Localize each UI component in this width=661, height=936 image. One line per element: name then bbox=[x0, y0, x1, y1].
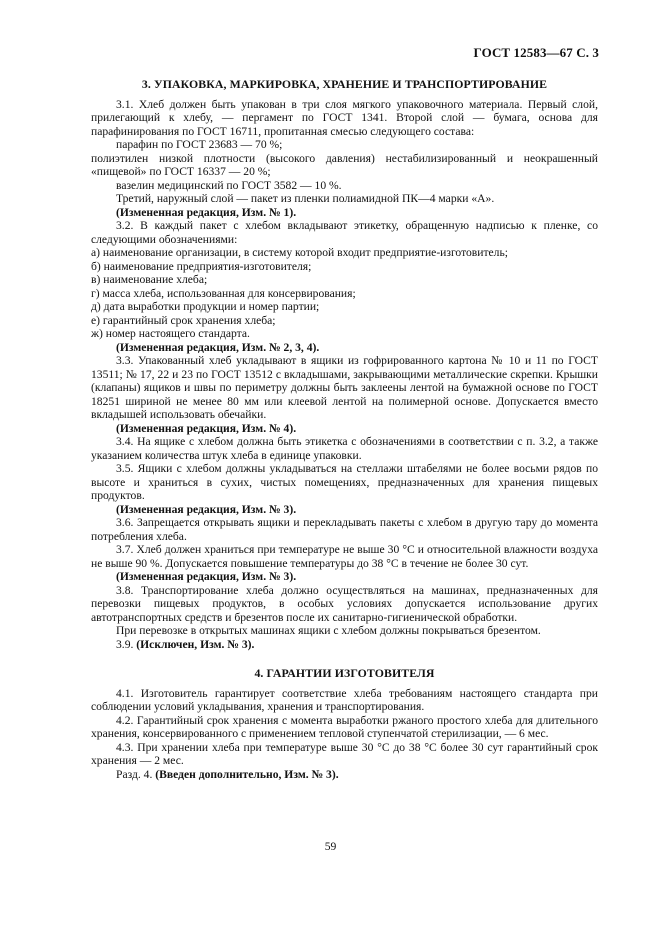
list-item: б) наименование предприятия-изготовителя; bbox=[91, 259, 312, 273]
page-content bbox=[91, 74, 598, 781]
list-item: а) наименование организации, в систему которой входит предприятие-изготовитель; bbox=[91, 246, 508, 259]
list-item: г) масса хлеба, использованная для консервирования; bbox=[91, 286, 356, 300]
section-4-title: 4. ГАРАНТИИ ИЗГОТОВИТЕЛЯ bbox=[254, 666, 435, 680]
paragraph-3-1: 3.1. Хлеб должен быть упакован в три слоя мягкого упаковочного материала. Первый слой, прилегающий к хлебу, — пергамент по ГОСТ 1341. Второй слой — бумага, основа для парафинирования по ГОСТ 16711, пропитанная смесью следующего состава: bbox=[91, 97, 598, 138]
edit-note-1: (Измененная редакция, Изм. № 1). bbox=[116, 205, 297, 219]
list-item: д) дата выработки продукции и номер партии; bbox=[91, 300, 320, 313]
paragraph-3-7: 3.7. Хлеб должен храниться при температуре не выше 30 °С и относительной влажности воздуха не выше 90 %. Допускается повышение температуры до 38 °С в течение не более 30 сут. bbox=[91, 543, 598, 570]
paragraph-3-6: 3.6. Запрещается открывать ящики и перекладывать пакеты с хлебом в другую тару до момента потребления хлеба. bbox=[91, 516, 598, 543]
section-4-note-number: Разд. 4. bbox=[116, 767, 153, 781]
page-number: 59 bbox=[324, 840, 337, 853]
paragraph-3-2: 3.2. В каждый пакет с хлебом вкладывают этикетку, обращенную надписью к пленке, со следующими обозначениями: bbox=[91, 219, 598, 246]
edit-note-5: (Измененная редакция, Изм. № 3). bbox=[116, 570, 297, 583]
list-item: ж) номер настоящего стандарта. bbox=[91, 327, 250, 340]
page-header: ГОСТ 12583—67 С. 3 bbox=[473, 45, 599, 60]
list-item: е) гарантийный срок хранения хлеба; bbox=[91, 313, 276, 327]
paragraph-3-3: 3.3. Упакованный хлеб укладывают в ящики из гофрированного картона № 10 и 11 по ГОСТ 13511; № 17, 22 и 23 по ГОСТ 13512 с вкладышами, закрывающими металлические скрепки. Крышки (клапаны) ящиков и швы по периметру должны быть заклеены лентой на бумажной основе по ГОСТ 18251 шириной не менее 80 мм или клеевой лентой на полимерной основе. Допускается вместо вкладышей использовать обечайки. bbox=[91, 354, 598, 421]
paragraph-3-1-third: Третий, наружный слой — пакет из пленки полиамидной ПК—4 марки «А». bbox=[116, 192, 495, 205]
paragraph-3-9-note: (Исключен, Изм. № 3). bbox=[136, 637, 255, 651]
paragraph-3-9-number: 3.9. bbox=[116, 637, 134, 651]
list-item: в) наименование хлеба; bbox=[91, 273, 208, 286]
mix-item-3: вазелин медицинский по ГОСТ 3582 — 10 %. bbox=[116, 178, 342, 192]
edit-note-3: (Измененная редакция, Изм. № 4). bbox=[116, 421, 297, 435]
section-4-note-text: (Введен дополнительно, Изм. № 3). bbox=[155, 767, 339, 781]
paragraph-3-8: 3.8. Транспортирование хлеба должно осуществляться на машинах, предназначенных для перевозки пищевых продуктов, в особых условиях допускается использование других автотранспортных средств и брезентов после их санитарно-гигиенической обработки. bbox=[91, 583, 598, 624]
section-3-title: 3. УПАКОВКА, МАРКИРОВКА, ХРАНЕНИЕ И ТРАНСПОРТИРОВАНИЕ bbox=[141, 77, 548, 91]
mix-item-1: парафин по ГОСТ 23683 — 70 %; bbox=[116, 138, 283, 151]
paragraph-3-9 bbox=[91, 638, 598, 652]
paragraph-4-3: 4.3. При хранении хлеба при температуре выше 30 °С до 38 °С более 30 сут гарантийный срок хранения — 2 мес. bbox=[91, 740, 598, 767]
edit-note-2: (Измененная редакция, Изм. № 2, 3, 4). bbox=[116, 340, 320, 354]
paragraph-3-4: 3.4. На ящике с хлебом должна быть этикетка с обозначениями в соответствии с п. 3.2, а также указанием количества штук хлеба в единице упаковки. bbox=[91, 435, 598, 462]
mix-item-2: полиэтилен низкой плотности (высокого давления) нестабилизированный и неокрашенный «пищевой» по ГОСТ 16337 — 20 %; bbox=[91, 151, 598, 178]
edit-note-4: (Измененная редакция, Изм. № 3). bbox=[116, 502, 297, 516]
paragraph-4-1: 4.1. Изготовитель гарантирует соответствие хлеба требованиям настоящего стандарта при соблюдении условий укладывания, хранения и транспортирования. bbox=[91, 686, 598, 713]
section-4-note bbox=[91, 768, 598, 782]
paragraph-3-5: 3.5. Ящики с хлебом должны укладываться на стеллажи штабелями не более восьми рядов по высоте и храниться в сухих, чистых помещениях, предназначенных для хранения пищевых продуктов. bbox=[91, 462, 598, 502]
paragraph-3-8-b: При перевозке в открытых машинах ящики с хлебом должны покрываться брезентом. bbox=[116, 624, 541, 637]
paragraph-4-2: 4.2. Гарантийный срок хранения с момента выработки ржаного простого хлеба для длительного хранения, консервированного с применением тепловой ступенчатой стерилизации, — 6 мес. bbox=[91, 713, 598, 740]
